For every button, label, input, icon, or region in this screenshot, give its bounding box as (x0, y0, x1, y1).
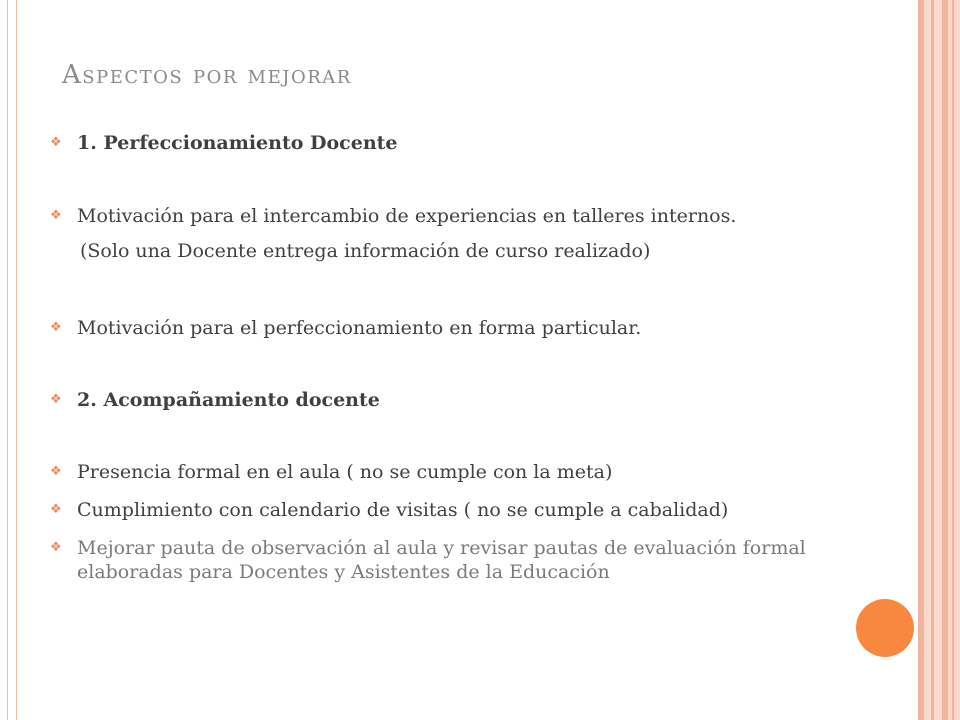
list-item-text: Presencia formal en el aula ( no se cumple con la meta) (77, 461, 613, 483)
diamond-bullet-icon: ❖ (50, 540, 62, 555)
list-item-text: 1. Perfeccionamiento Docente (77, 132, 398, 154)
diamond-bullet-icon: ❖ (50, 392, 62, 407)
frame-stripe (918, 0, 924, 720)
list-item-text: Cumplimiento con calendario de visitas ( no se cumple a cabalidad) (77, 499, 729, 521)
list-item-text: Mejorar pauta de observación al aula y revisar pautas de evaluación formal elaboradas para Docentes y Asistentes de la Educación (77, 537, 806, 583)
list-item-text: 2. Acompañamiento docente (77, 389, 380, 411)
diamond-bullet-icon: ❖ (50, 320, 62, 335)
diamond-bullet-icon: ❖ (50, 135, 62, 150)
diamond-bullet-icon: ❖ (50, 502, 62, 517)
frame-stripe (952, 0, 954, 720)
list-item-text: Motivación para el perfeccionamiento en forma particular. (77, 317, 642, 339)
orange-circle-decoration (856, 599, 914, 657)
slide-title: Aspectos por mejorar (62, 60, 352, 90)
frame-stripe (942, 0, 948, 720)
diamond-bullet-icon: ❖ (50, 208, 62, 223)
frame-stripe (931, 0, 934, 720)
left-frame-decoration (7, 0, 17, 720)
diamond-bullet-icon: ❖ (50, 464, 62, 479)
list-item-text: Motivación para el intercambio de experiencias en talleres internos. (77, 205, 737, 227)
list-item-note: (Solo una Docente entrega información de curso realizado) (80, 240, 651, 262)
